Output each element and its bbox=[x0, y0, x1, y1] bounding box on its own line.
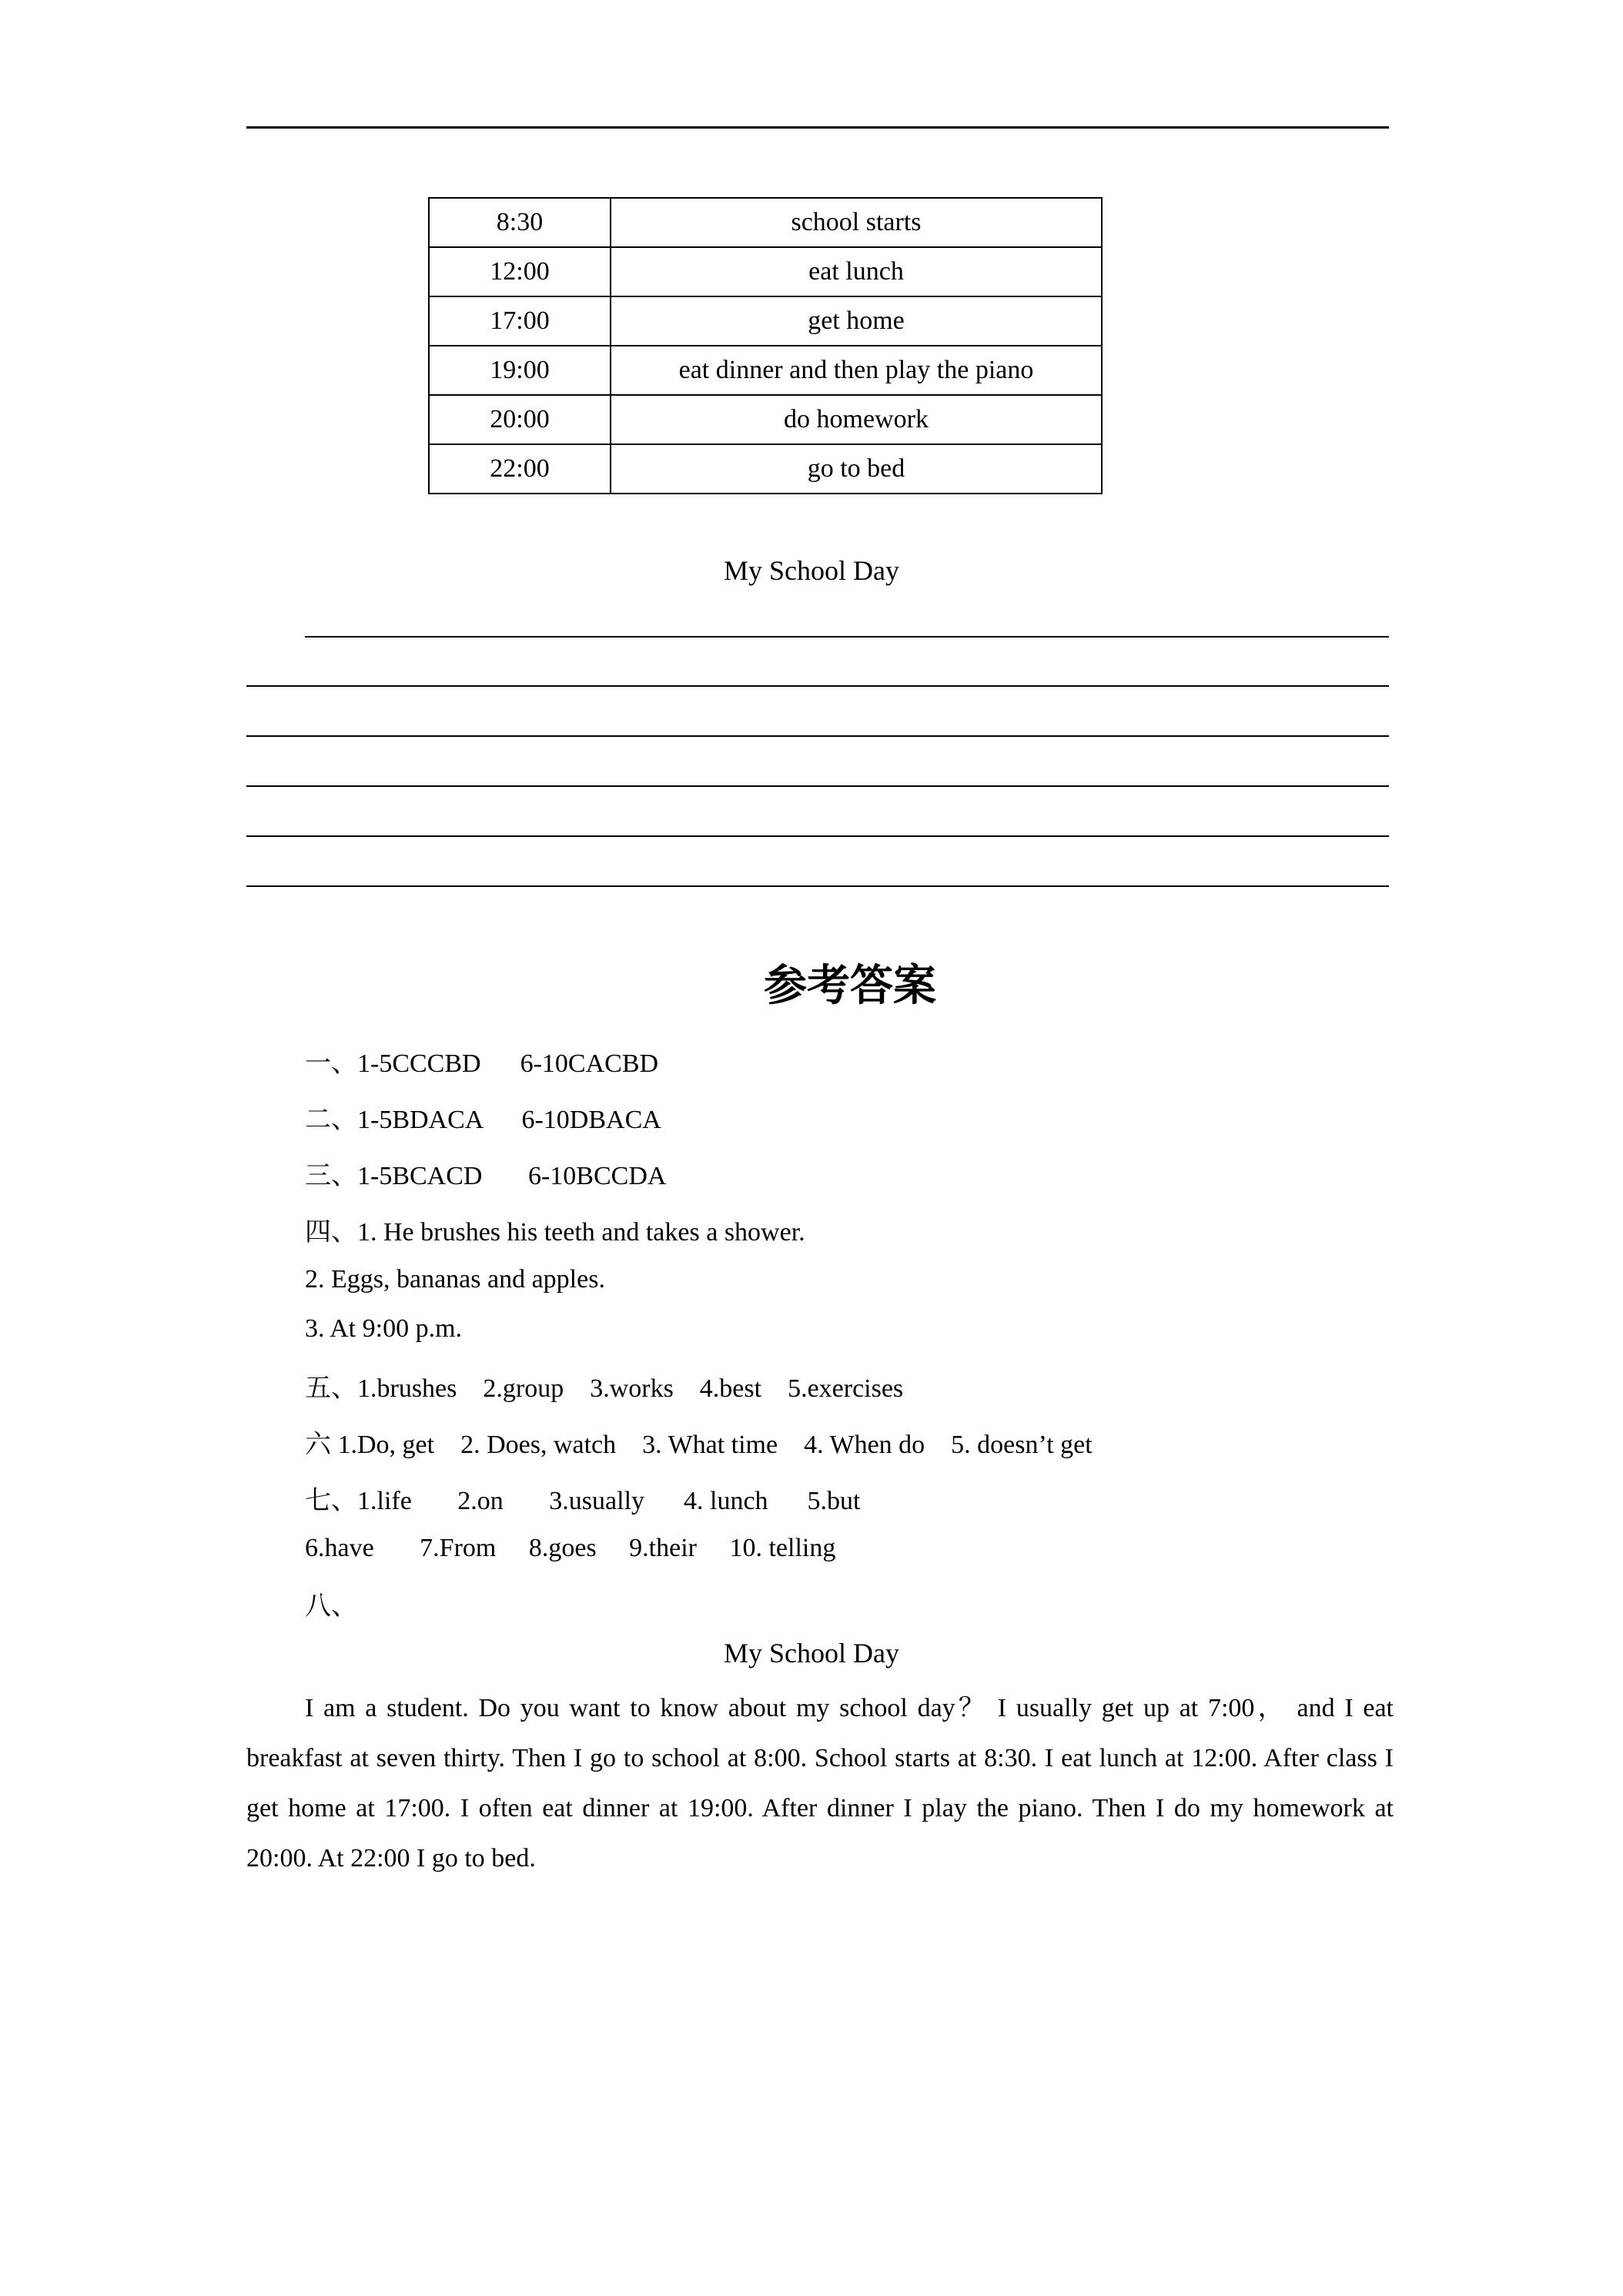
answer-section-3: 三、1-5BCACD 6-10BCCDA bbox=[305, 1162, 667, 1190]
answer-section-4-item-1: 四、1. He brushes his teeth and takes a shower. bbox=[305, 1218, 805, 1247]
answer-section-4-item-3: 3. At 9:00 p.m. bbox=[305, 1314, 463, 1343]
activity-cell: school starts bbox=[611, 198, 1102, 247]
table-row bbox=[429, 247, 1102, 296]
time-cell: 20:00 bbox=[429, 395, 611, 444]
activity-cell: do homework bbox=[611, 395, 1102, 444]
table-row bbox=[429, 444, 1102, 494]
essay-title: My School Day bbox=[724, 1638, 899, 1668]
table-row bbox=[429, 198, 1102, 247]
answer-section-7-line-2: 6.have 7.From 8.goes 9.their 10. telling bbox=[305, 1534, 836, 1562]
writing-title: My School Day bbox=[724, 555, 899, 586]
schedule-table bbox=[428, 197, 1103, 494]
writing-line[interactable] bbox=[246, 835, 1389, 837]
time-cell: 8:30 bbox=[429, 198, 611, 247]
writing-line[interactable] bbox=[246, 735, 1389, 737]
writing-line[interactable] bbox=[246, 885, 1389, 887]
answer-section-5: 五、1.brushes 2.group 3.works 4.best 5.exercises bbox=[305, 1374, 904, 1403]
time-cell: 12:00 bbox=[429, 247, 611, 296]
time-cell: 19:00 bbox=[429, 346, 611, 395]
essay-text: I am a student. Do you want to know about my school day？ I usually get up at 7:00， and I eat breakfast at seven thirty. Then I go to school at 8:00. School starts at 8:30. I eat lunch at 12:00. After class I get home at 17:00. I often eat dinner at 19:00. After dinner I play the piano. Then I do my homework at 20:00. At 22:00 I go to bed. bbox=[246, 1694, 1394, 1873]
time-cell: 17:00 bbox=[429, 296, 611, 346]
table-row bbox=[429, 296, 1102, 346]
activity-cell: eat lunch bbox=[611, 247, 1102, 296]
answer-key-heading: 参考答案 bbox=[764, 961, 936, 1011]
answer-section-2: 二、1-5BDACA 6-10DBACA bbox=[305, 1106, 661, 1134]
header-rule bbox=[246, 126, 1389, 129]
activity-cell: get home bbox=[611, 296, 1102, 346]
answer-section-6: 六 1.Do, get 2. Does, watch 3. What time 4. When do 5. doesn’t get bbox=[305, 1431, 1093, 1459]
table-row bbox=[429, 346, 1102, 395]
writing-line[interactable] bbox=[305, 636, 1389, 638]
time-cell: 22:00 bbox=[429, 444, 611, 494]
writing-line[interactable] bbox=[246, 685, 1389, 687]
answer-section-4-item-2: 2. Eggs, bananas and apples. bbox=[305, 1265, 605, 1294]
answer-section-8: 八、 bbox=[305, 1592, 357, 1621]
table-row bbox=[429, 395, 1102, 444]
activity-cell: eat dinner and then play the piano bbox=[611, 346, 1102, 395]
activity-cell: go to bed bbox=[611, 444, 1102, 494]
answer-section-7-line-1: 七、1.life 2.on 3.usually 4. lunch 5.but bbox=[305, 1487, 861, 1515]
writing-line[interactable] bbox=[246, 785, 1389, 787]
answer-section-1: 一、1-5CCCBD 6-10CACBD bbox=[305, 1049, 659, 1078]
